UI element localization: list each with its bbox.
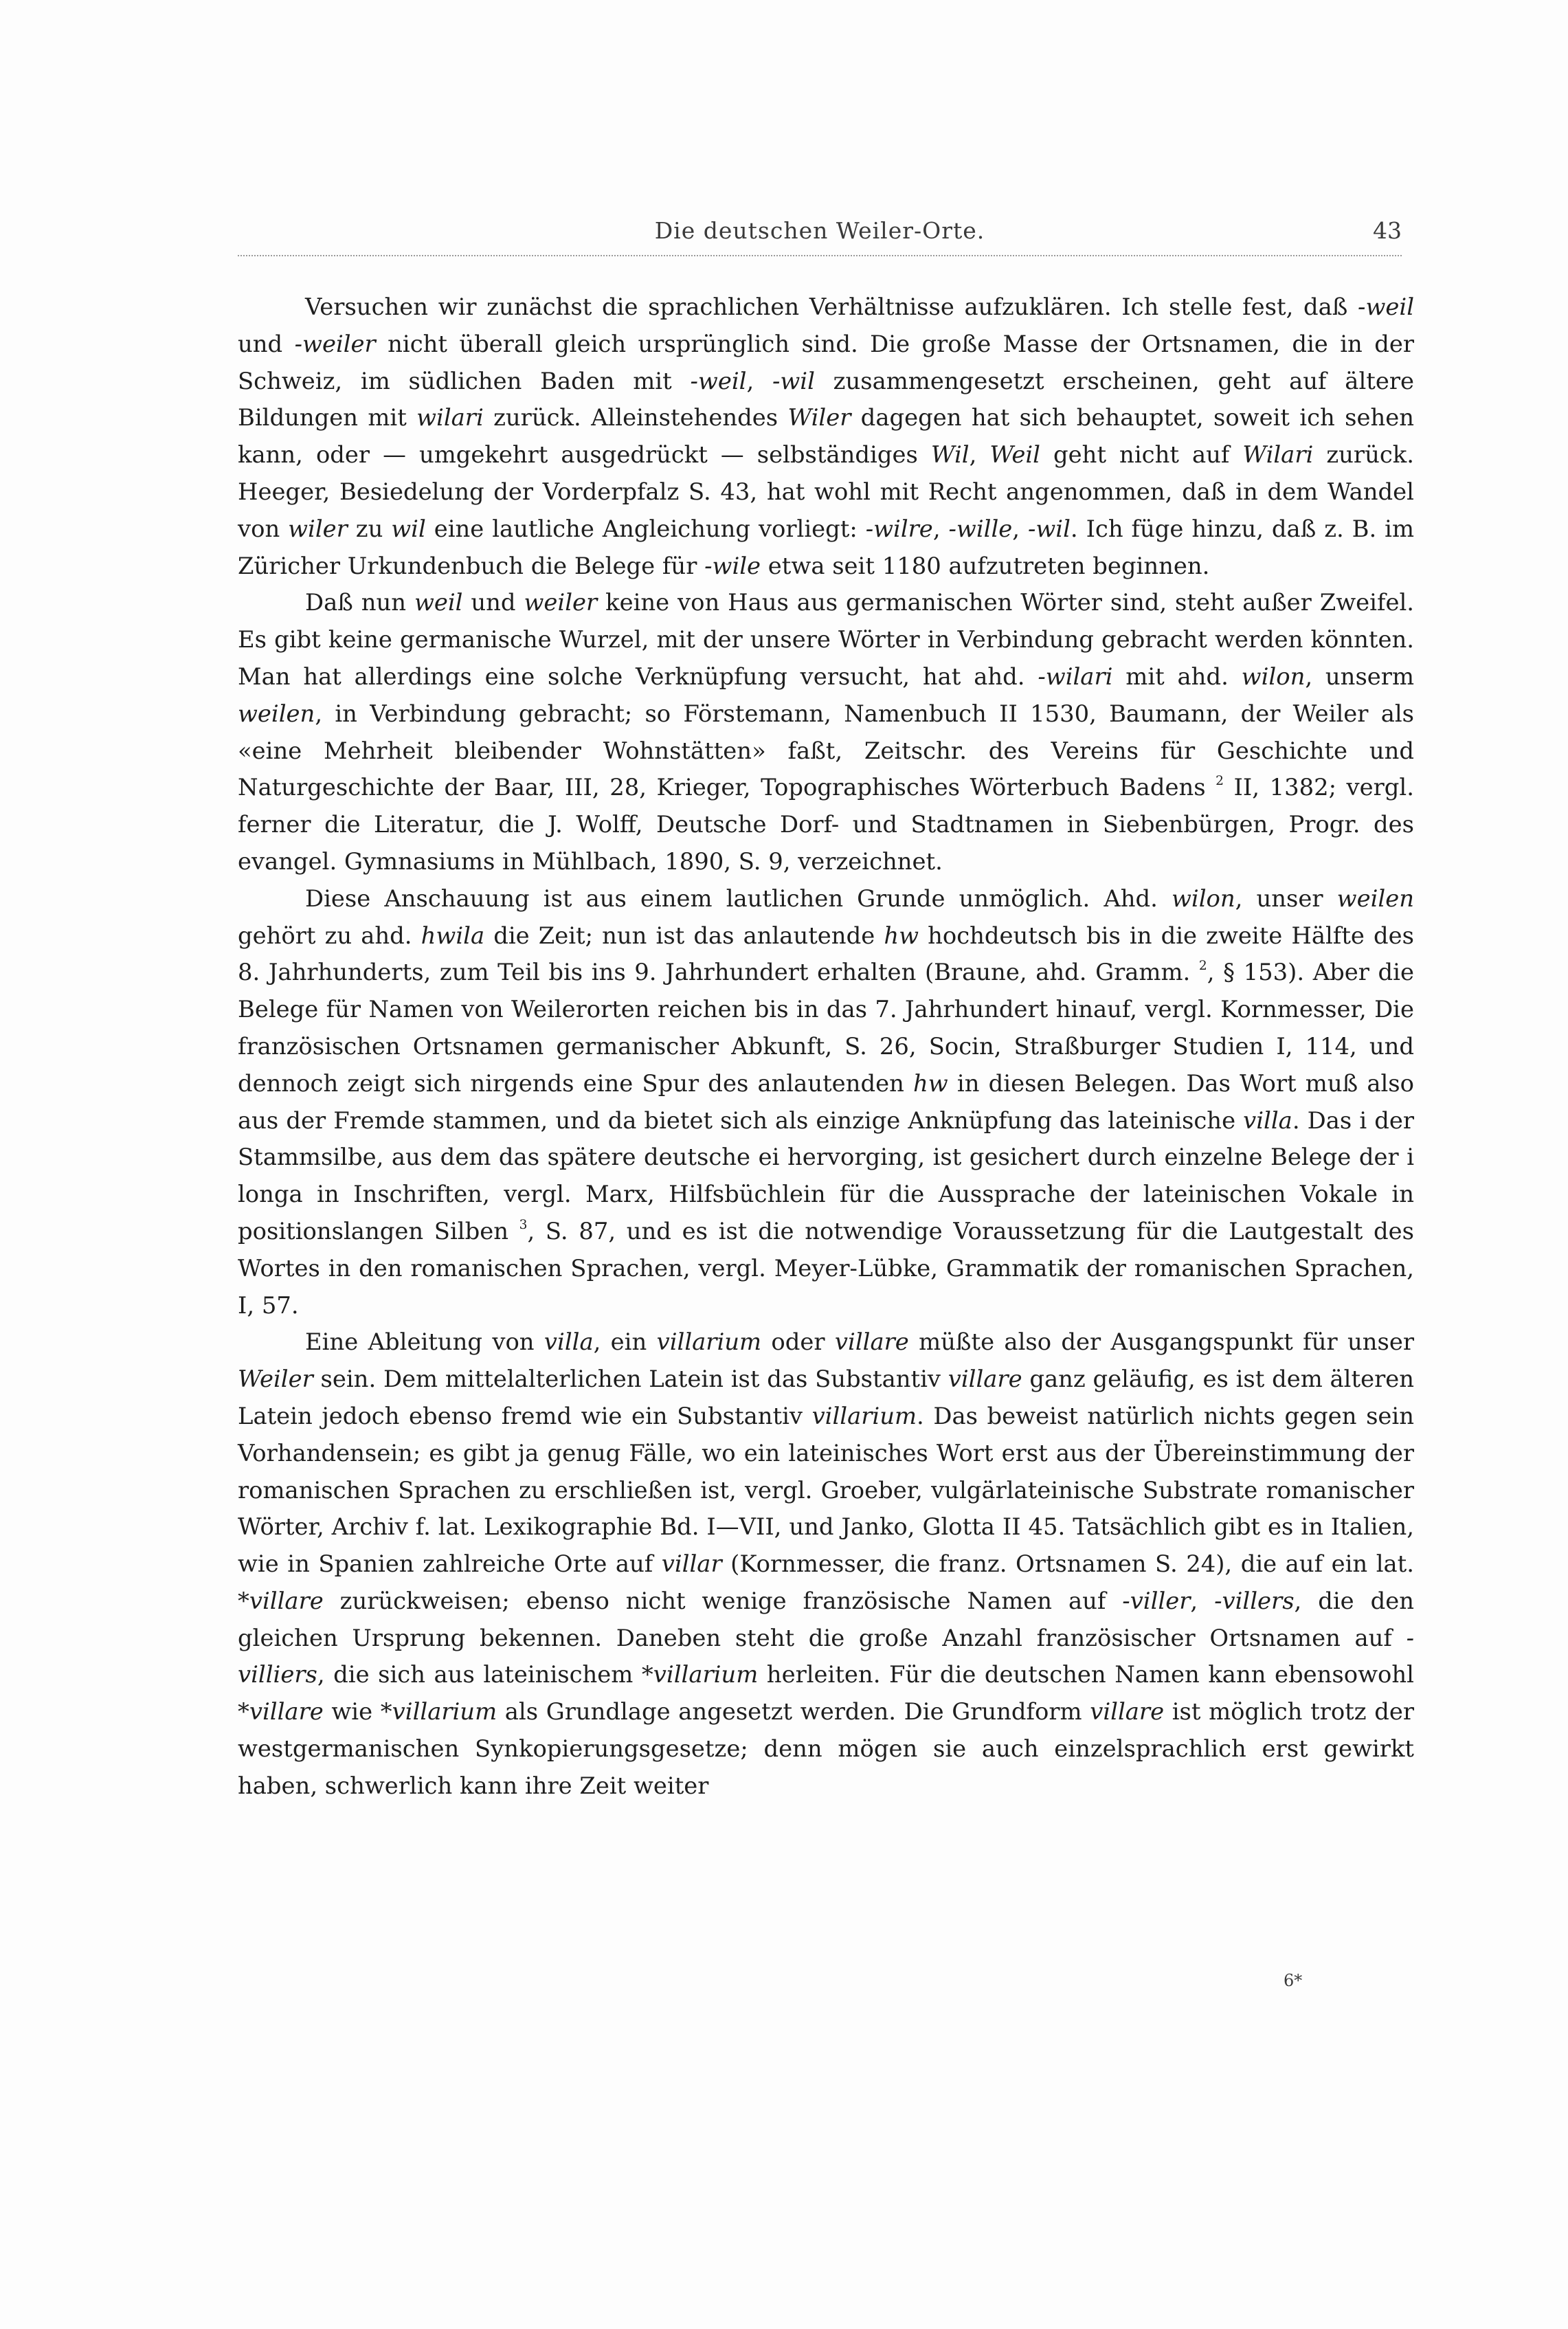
paragraph: Eine Ableitung von villa, ein villarium oder villare müßte also der Ausgangspunkt für unser Weiler sein. Dem mittelalterlichen Latein ist das Substantiv villare ganz geläufig, es ist dem älteren Latein jedoch ebenso fremd wie ein Substantiv villarium. Das beweist natürlich nichts gegen sein Vorhandensein; es gibt ja genug Fälle, wo ein lateinisches Wort erst aus der Übereinstimmung der romanischen Sprachen zu erschließen ist, vergl. Groeber, vulgärlateinische Substrate romanischer Wörter, Archiv f. lat. Lexikographie Bd. I—VII, und Janko, Glotta II 45. Tatsächlich gibt es in Italien, wie in Spanien zahlreiche Orte auf villar (Kornmesser, die franz. Ortsnamen S. 24), die auf ein lat. *villare zurückweisen; ebenso nicht wenige französische Namen auf -viller, -villers, die den gleichen Ursprung bekennen. Daneben steht die große Anzahl französischer Ortsnamen auf -villiers, die sich aus lateinischem *villarium herleiten. Für die deutschen Namen kann ebensowohl *villare wie *villarium als Grundlage angesetzt werden. Die Grundform villare ist möglich trotz der westgermanischen Synkopierungsgesetze; denn mögen sie auch einzelsprachlich erst gewirkt haben, schwerlich kann ihre Zeit weiter xyxy=(238,1328,1415,1799)
signature-mark: 6* xyxy=(1284,1971,1303,1990)
paragraph: Versuchen wir zunächst die sprachlichen Verhältnisse aufzuklären. Ich stelle fest, daß -weil und -weiler nicht überall gleich ursprünglich sind. Die große Masse der Ortsnamen, die in der Schweiz, im südlichen Baden mit -weil, -wil zusammengesetzt erscheinen, geht auf ältere Bildungen mit wilari zurück. Alleinstehendes Wiler dagegen hat sich behauptet, soweit ich sehen kann, oder — umgekehrt ausgedrückt — selbständiges Wil, Weil geht nicht auf Wilari zurück. Heeger, Besiedelung der Vorderpfalz S. 43, hat wohl mit Recht angenommen, daß in dem Wandel von wiler zu wil eine lautliche Angleichung vorliegt: -wilre, -wille, -wil. Ich füge hinzu, daß z. B. im Züricher Urkundenbuch die Belege für -wile etwa seit 1180 aufzutreten beginnen. xyxy=(238,293,1415,579)
paragraph: Diese Anschauung ist aus einem lautlichen Grunde unmöglich. Ahd. wilon, unser weilen gehört zu ahd. hwila die Zeit; nun ist das anlautende hw hochdeutsch bis in die zweite Hälfte des 8. Jahrhunderts, zum Teil bis ins 9. Jahrhundert erhalten (Braune, ahd. Gramm. $^2$, § 153). Aber die Belege für Namen von Weilerorten reichen bis in das 7. Jahrhundert hinauf, vergl. Kornmesser, Die französischen Ortsnamen germanischer Abkunft, S. 26, Socin, Straßburger Studien I, 114, und dennoch zeigt sich nirgends eine Spur des anlautenden hw in diesen Belegen. Das Wort muß also aus der Fremde stammen, und da bietet sich als einzige Anknüpfung das lateinische villa. Das i der Stammsilbe, aus dem das spätere deutsche ei hervorging, ist gesichert durch einzelne Belege der i longa in Inschriften, vergl. Marx, Hilfsbüchlein für die Aussprache der lateinischen Vokale in positionslangen Silben $^3$, S. 87, und es ist die notwendige Voraussetzung für die Lautgestalt des Wortes in den romanischen Sprachen, vergl. Meyer-Lübke, Grammatik der romanischen Sprachen, I, 57. xyxy=(238,884,1415,1319)
running-title: Die deutschen Weiler-Orte. xyxy=(654,217,985,244)
body-text xyxy=(238,289,1414,1805)
header-rule xyxy=(238,255,1402,256)
running-head xyxy=(238,217,1402,252)
page-number: 43 xyxy=(1373,217,1402,244)
paragraph: Daß nun weil und weiler keine von Haus aus germanischen Wörter sind, steht außer Zweifel. Es gibt keine germanische Wurzel, mit der unsere Wörter in Verbindung gebracht werden könnten. Man hat allerdings eine solche Verknüpfung versucht, hat ahd. -wilari mit ahd. wilon, unserm weilen, in Verbindung gebracht; so Förstemann, Namenbuch II 1530, Baumann, der Weiler als «eine Mehrheit bleibender Wohnstätten» faßt, Zeitschr. des Vereins für Geschichte und Naturgeschichte der Baar, III, 28, Krieger, Topographisches Wörterbuch Badens $^2$ II, 1382; vergl. ferner die Literatur, die J. Wolff, Deutsche Dorf- und Stadtnamen in Siebenbürgen, Progr. des evangel. Gymnasiums in Mühlbach, 1890, S. 9, verzeichnet. xyxy=(238,589,1415,875)
